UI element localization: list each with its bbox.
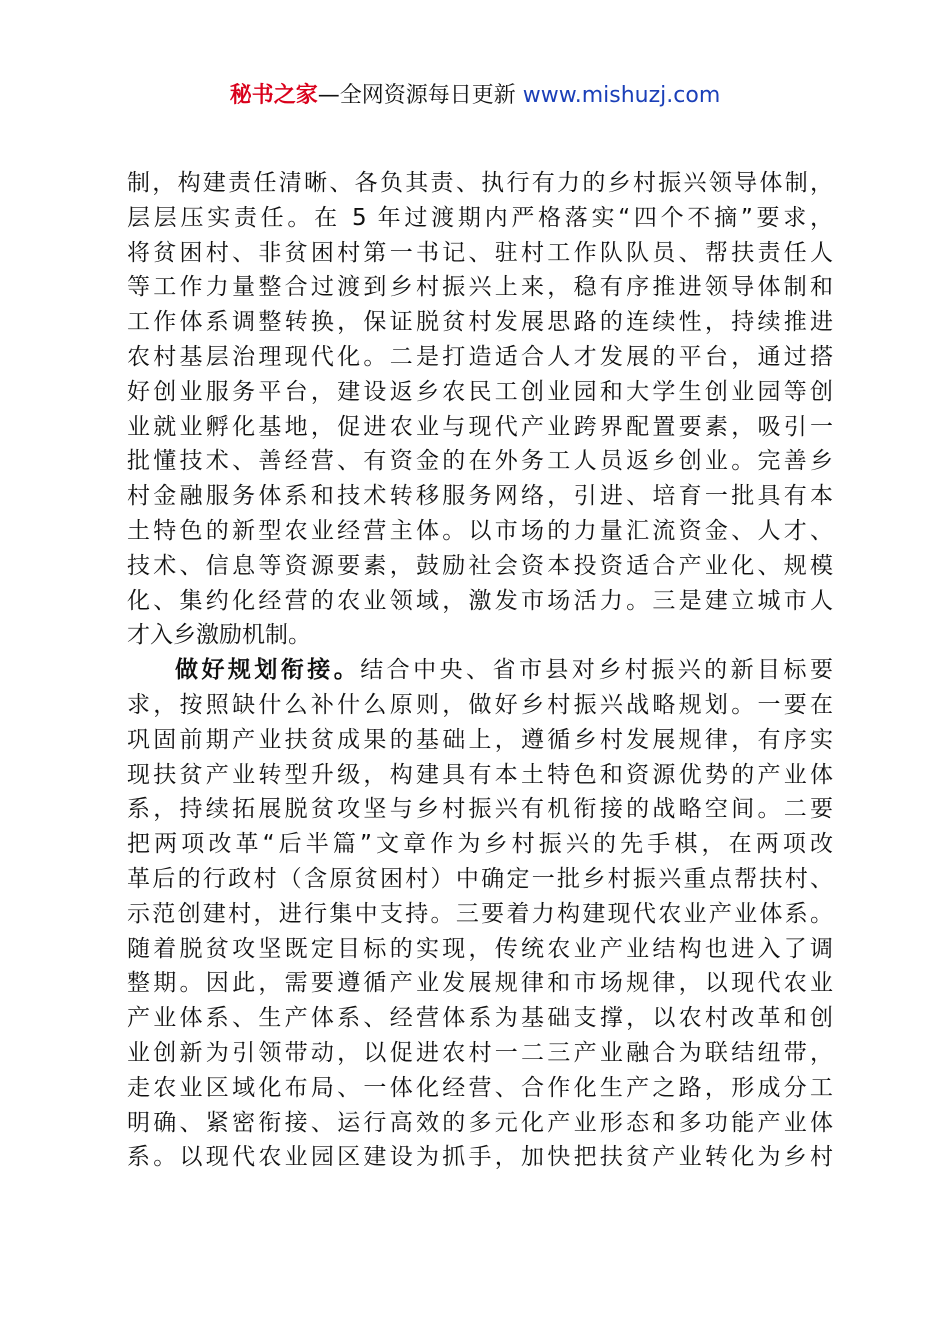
- text-line: 走农业区域化布局、一体化经营、合作化生产之路，形成分工: [127, 1074, 833, 1101]
- text-line: 业就业孵化基地，促进农业与现代产业跨界配置要素，吸引一: [127, 413, 833, 440]
- text-line: 系。以现代农业园区建设为抓手，加快把扶贫产业转化为乡村: [127, 1144, 833, 1171]
- text-line: 求，按照缺什么补什么原则，做好乡村振兴战略规划。一要在: [127, 691, 833, 718]
- text-line: 现扶贫产业转型升级，构建具有本土特色和资源优势的产业体: [127, 761, 833, 788]
- text-line: 等工作力量整合过渡到乡村振兴上来，稳有序推进领导体制和: [127, 274, 833, 301]
- text-line: 村金融服务体系和技术转移服务网络，引进、培育一批具有本: [127, 483, 833, 510]
- text-line: 巩固前期产业扶贫成果的基础上，遵循乡村发展规律，有序实: [127, 726, 833, 753]
- text-line: 把两项改革“后半篇”文章作为乡村振兴的先手棋，在两项改: [127, 831, 833, 858]
- text-line: 随着脱贫攻坚既定目标的实现，传统农业产业结构也进入了调: [127, 935, 833, 962]
- text-line: 土特色的新型农业经营主体。以市场的力量汇流资金、人才、: [127, 517, 833, 544]
- text-line: 示范创建村，进行集中支持。三要着力构建现代农业产业体系。: [127, 900, 833, 927]
- document-body: [127, 166, 833, 1175]
- page-header: [0, 80, 950, 112]
- section-heading: 做好规划衔接。: [175, 657, 361, 684]
- paragraph-2: [127, 653, 833, 1175]
- text-line: 农村基层治理现代化。二是打造适合人才发展的平台，通过搭: [127, 343, 833, 370]
- text-line: 好创业服务平台，建设返乡农民工创业园和大学生创业园等创: [127, 378, 833, 405]
- text-run: 结合中央、省市县对乡村振兴的新目标要: [360, 657, 834, 684]
- text-line: 才入乡激励机制。: [127, 622, 311, 649]
- text-line: 将贫困村、非贫困村第一书记、驻村工作队队员、帮扶责任人: [127, 239, 833, 266]
- text-line: 系，持续拓展脱贫攻坚与乡村振兴有机衔接的战略空间。二要: [127, 796, 833, 823]
- brand-name: 秘书之家: [229, 83, 318, 108]
- text-line: 工作体系调整转换，保证脱贫村发展思路的连续性，持续推进: [127, 309, 833, 336]
- text-line: 化、集约化经营的农业领域，激发市场活力。三是建立城市人: [127, 587, 833, 614]
- text-line: 业创新为引领带动，以促进农村一二三产业融合为联结纽带，: [127, 1039, 833, 1066]
- text-line: 明确、紧密衔接、运行高效的多元化产业形态和多功能产业体: [127, 1109, 833, 1136]
- text-line: 制，构建责任清晰、各负其责、执行有力的乡村振兴领导体制，: [127, 170, 833, 196]
- text-line: 技术、信息等资源要素，鼓励社会资本投资适合产业化、规模: [127, 552, 833, 579]
- text-line: [127, 653, 833, 688]
- text-line: 层层压实责任。在 5 年过渡期内严格落实“四个不摘”要求，: [127, 204, 833, 231]
- text-line: 产业体系、生产体系、经营体系为基础支撑，以农村改革和创: [127, 1005, 833, 1032]
- header-tagline: —全网资源每日更新: [317, 83, 523, 108]
- paragraph-1: [127, 166, 833, 653]
- text-line: 整期。因此，需要遵循产业发展规律和市场规律，以现代农业: [127, 970, 833, 997]
- site-url-link[interactable]: www.mishuzj.com: [522, 83, 721, 108]
- text-line: 革后的行政村（含原贫困村）中确定一批乡村振兴重点帮扶村、: [127, 865, 833, 892]
- text-line: 批懂技术、善经营、有资金的在外务工人员返乡创业。完善乡: [127, 448, 833, 475]
